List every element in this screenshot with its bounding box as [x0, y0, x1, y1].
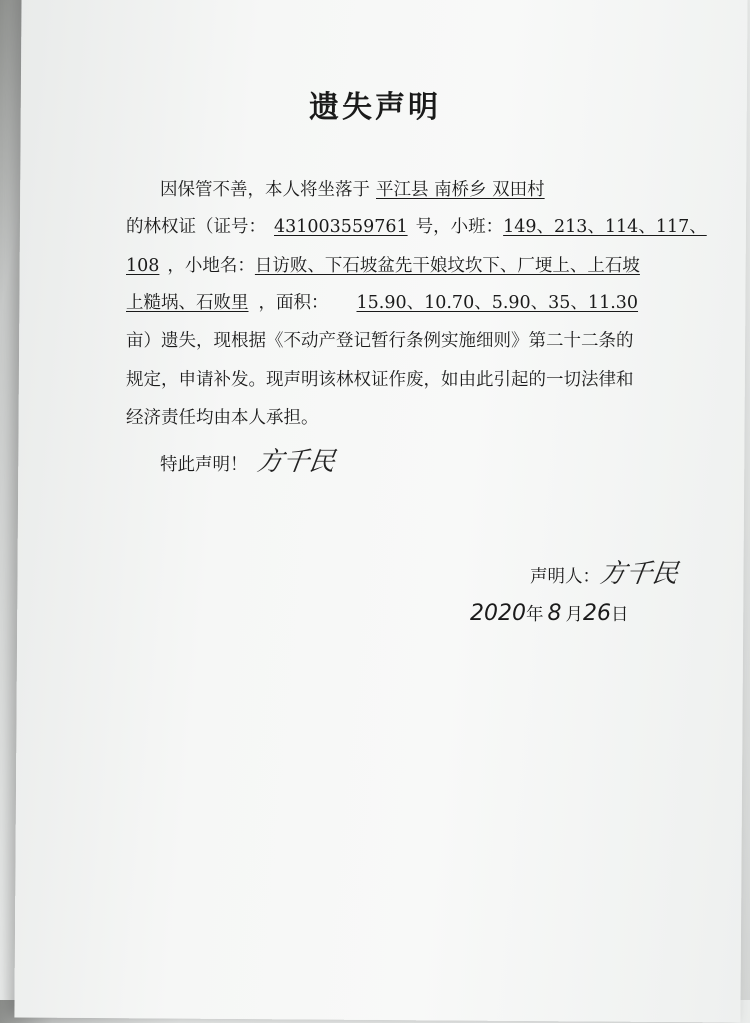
- body-line-3: 108 ，小地名：日访败、下石坡盆先干娘坟坎下、厂埂上、上石坡: [126, 256, 640, 276]
- body-line-5: 亩）遗失，现根据《不动产登记暂行条例实施细则》第二十二条的: [126, 331, 634, 351]
- date-line: 2020年 8 月26日: [470, 601, 629, 626]
- location: 平江县 南桥乡 双田村: [376, 180, 545, 200]
- body-line-2: 的林权证（证号： 431003559761 号，小班：149、213、114、117、: [126, 217, 707, 237]
- plot-numbers: 149、213、114、117、: [503, 217, 707, 237]
- body-line-4: 上糙埚、石败里 ，面积： 15.90、10.70、5.90、35、11.30: [126, 293, 639, 313]
- declarant-signature: 方千民: [597, 559, 681, 589]
- area-values: 15.90、10.70、5.90、35、11.30: [356, 293, 639, 313]
- date-year: 2020: [470, 601, 526, 626]
- date-day: 26: [583, 601, 611, 626]
- declarant-line: [530, 559, 681, 589]
- certificate-number: 431003559761: [274, 217, 408, 237]
- declarant-label: 声明人：: [530, 567, 600, 587]
- handwritten-signature: 方千民: [254, 447, 338, 477]
- date-month: 8: [547, 601, 562, 626]
- paper-sheet: [14, 0, 747, 1023]
- body-line-7: 经济责任均由本人承担。: [126, 408, 319, 428]
- place-names-cont: 上糙埚、石败里: [126, 293, 249, 313]
- plot-numbers-cont: 108: [126, 256, 160, 276]
- body-line-8: 特此声明！ 方千民: [160, 447, 338, 477]
- body-line-1: 因保管不善，本人将坐落于 平江县 南桥乡 双田村: [160, 178, 551, 202]
- place-names: 日访败、下石坡盆先干娘坟坎下、厂埂上、上石坡: [254, 256, 640, 276]
- body-line-6: 规定，申请补发。现声明该林权证作废，如由此引起的一切法律和: [126, 370, 634, 390]
- document-title: 遗失声明: [309, 90, 441, 125]
